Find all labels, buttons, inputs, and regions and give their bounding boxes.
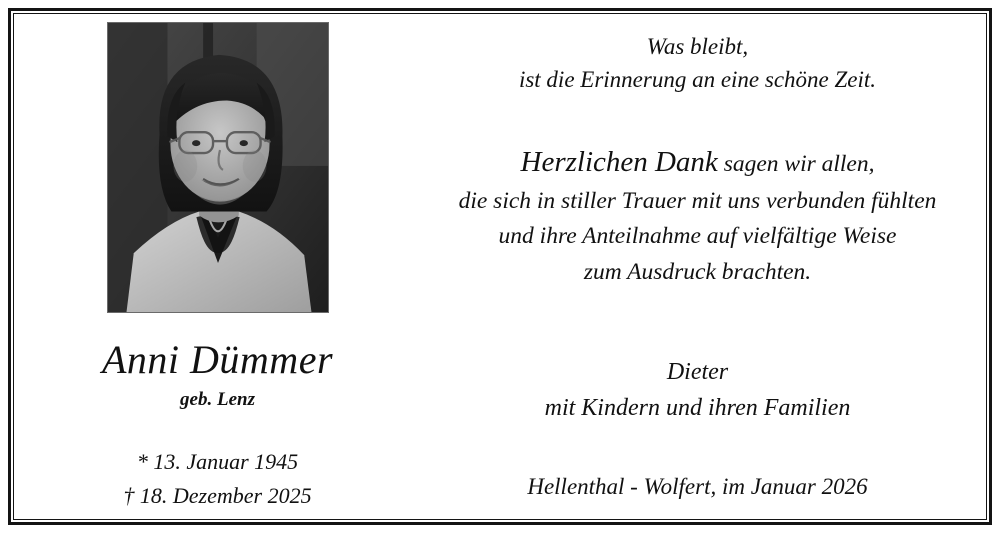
memorial-verse [519, 30, 876, 97]
left-column [20, 20, 415, 513]
family-line-2: mit Kindern und ihren Familien [544, 394, 851, 421]
death-date: † 18. Dezember 2025 [123, 482, 312, 508]
thanks-line-1 [459, 141, 937, 185]
thanks-lead-rest: sagen wir allen, [717, 150, 875, 177]
family-line-1: Dieter [666, 358, 729, 385]
thanks-line-3: und ihre Anteilnahme auf vielfältige Weise [498, 223, 897, 250]
life-dates [123, 445, 311, 513]
right-column [415, 20, 980, 513]
card-content [20, 20, 980, 513]
place-and-date: Hellenthal - Wolfert, im Januar 2026 [527, 473, 868, 499]
portrait-image [108, 23, 328, 312]
maiden-name: geb. Lenz [180, 388, 255, 410]
thanks-line-4: zum Ausdruck brachten. [583, 258, 812, 285]
verse-line-2: ist die Erinnerung an eine schöne Zeit. [518, 67, 877, 93]
verse-line-1: Was bleibt, [646, 34, 749, 59]
thanks-message [459, 141, 937, 290]
thanks-line-2: die sich in stiller Trauer mit uns verbunden fühlten [458, 188, 937, 215]
surviving-family [545, 354, 851, 426]
birth-date: * 13. Januar 1945 [136, 448, 299, 474]
thanks-lead: Herzlichen Dank [520, 145, 718, 178]
portrait-photo [107, 22, 329, 313]
deceased-name: Anni Dümmer [101, 336, 334, 382]
